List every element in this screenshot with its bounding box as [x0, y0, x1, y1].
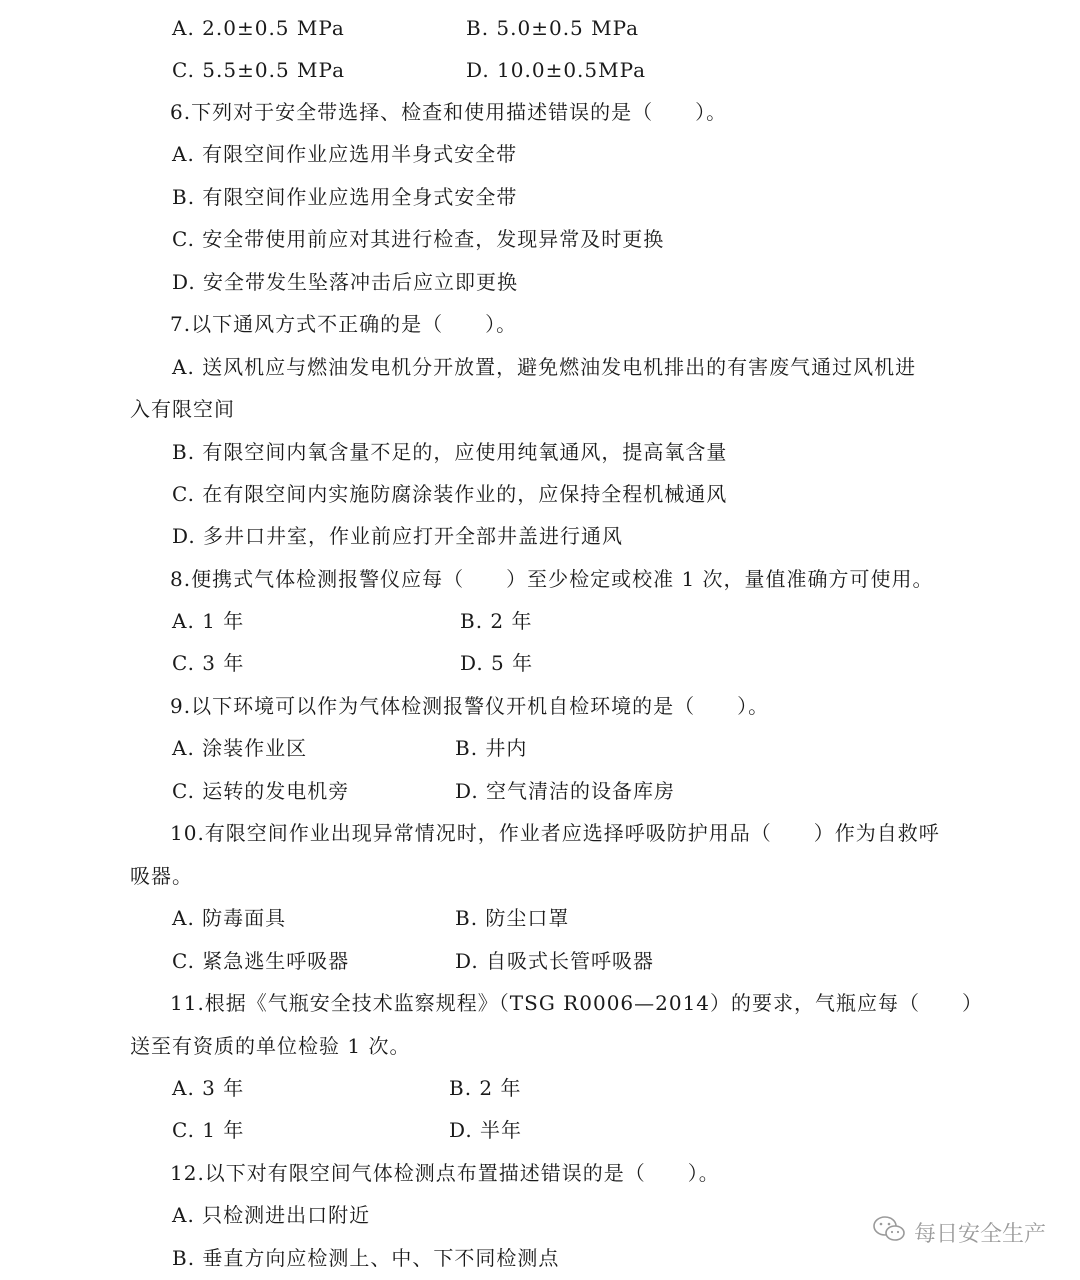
option-line: D. 安全带发生坠落冲击后应立即更换	[172, 270, 519, 294]
question-line: 9.以下环境可以作为气体检测报警仪开机自检环境的是（ ）。	[170, 694, 770, 718]
option-line: A. 3 年	[172, 1076, 245, 1100]
option-line: A. 防毒面具	[172, 906, 287, 930]
option-line: D. 10.0±0.5MPa	[466, 58, 647, 82]
option-line: D. 空气清洁的设备库房	[455, 779, 676, 803]
question-line: 11.根据《气瓶安全技术监察规程》（TSG R0006—2014）的要求，气瓶应每（ ）	[170, 991, 984, 1015]
option-line: B. 5.0±0.5 MPa	[466, 16, 640, 40]
option-line: A. 1 年	[172, 609, 245, 633]
question-line: 12.以下对有限空间气体检测点布置描述错误的是（ ）。	[170, 1161, 720, 1185]
option-line: A. 送风机应与燃油发电机分开放置，避免燃油发电机排出的有害废气通过风机进	[172, 355, 917, 379]
option-line: D. 多井口井室，作业前应打开全部井盖进行通风	[172, 524, 624, 548]
option-line: D. 自吸式长管呼吸器	[455, 949, 655, 973]
question-line: 8.便携式气体检测报警仪应每（ ）至少检定或校准 1 次，量值准确方可使用。	[170, 567, 934, 591]
option-line: B. 2 年	[460, 609, 533, 633]
option-line: D. 半年	[449, 1118, 523, 1142]
option-line: A. 只检测进出口附近	[172, 1203, 371, 1227]
option-line: C. 3 年	[172, 651, 245, 675]
option-line: C. 5.5±0.5 MPa	[172, 58, 345, 82]
watermark-text: 每日安全生产	[913, 1221, 1046, 1247]
question-line: 7.以下通风方式不正确的是（ ）。	[170, 312, 518, 336]
option-line: C. 1 年	[172, 1118, 245, 1142]
option-line: A. 2.0±0.5 MPa	[172, 16, 345, 40]
wechat-icon	[872, 1215, 906, 1249]
watermark	[872, 1215, 1046, 1249]
option-line: B. 2 年	[449, 1076, 522, 1100]
option-line: B. 井内	[455, 736, 528, 760]
option-line: A. 涂装作业区	[172, 736, 308, 760]
question-line: 送至有资质的单位检验 1 次。	[130, 1034, 411, 1058]
question-line: 6.下列对于安全带选择、检查和使用描述错误的是（ ）。	[170, 100, 728, 124]
option-line: B. 有限空间内氧含量不足的，应使用纯氧通风，提高氧含量	[172, 440, 728, 464]
option-line: C. 紧急逃生呼吸器	[172, 949, 350, 973]
option-line: C. 在有限空间内实施防腐涂装作业的，应保持全程机械通风	[172, 482, 728, 506]
question-line: 吸器。	[130, 864, 193, 888]
option-line: C. 运转的发电机旁	[172, 779, 350, 803]
option-line: A. 有限空间作业应选用半身式安全带	[172, 142, 518, 166]
question-line: 10.有限空间作业出现异常情况时，作业者应选择呼吸防护用品（ ）作为自救呼	[170, 821, 940, 845]
option-line: 入有限空间	[130, 397, 235, 421]
option-line: B. 有限空间作业应选用全身式安全带	[172, 185, 518, 209]
option-line: D. 5 年	[460, 651, 534, 675]
option-line: B. 防尘口罩	[455, 906, 570, 930]
option-line: C. 安全带使用前应对其进行检查，发现异常及时更换	[172, 227, 665, 251]
option-line: B. 垂直方向应检测上、中、下不同检测点	[172, 1246, 560, 1270]
